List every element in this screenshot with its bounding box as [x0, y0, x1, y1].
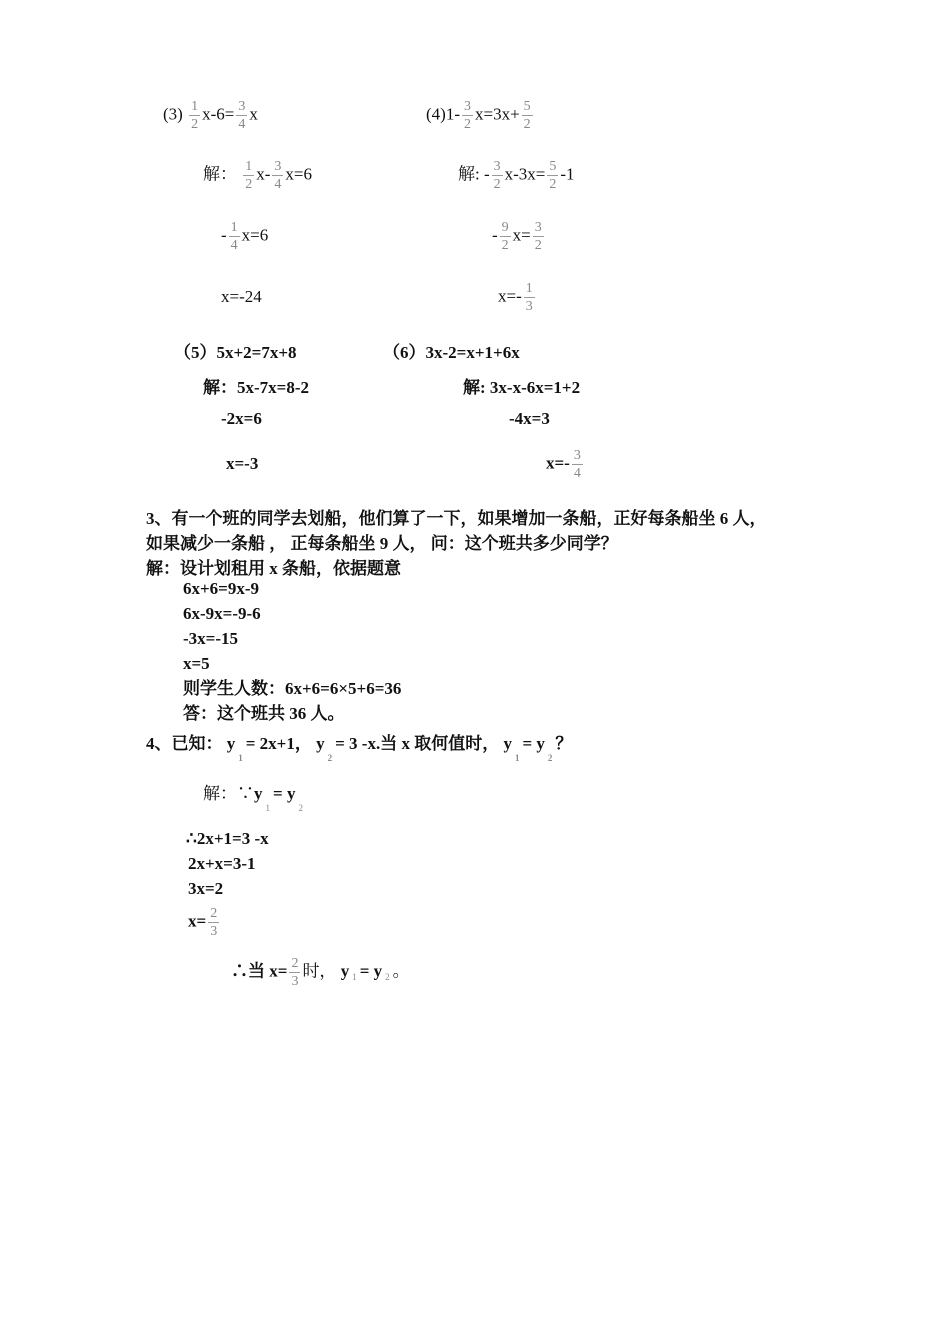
solution-step: 2x+x=3-1	[188, 854, 256, 873]
denominator: 4	[573, 466, 581, 481]
expr-text: (4)1-	[426, 104, 460, 124]
denominator: 2	[523, 117, 531, 132]
numerator: 2	[291, 956, 299, 971]
subscript: 1	[238, 753, 243, 763]
numerator: 3	[573, 448, 581, 463]
denominator: 4	[238, 117, 246, 132]
problem-4-step-1	[458, 158, 575, 193]
fraction	[524, 280, 535, 315]
expr-text: x=-	[546, 453, 570, 473]
problem-4-step-3	[498, 280, 537, 315]
fraction	[492, 158, 503, 193]
problem-5-equation: （5）5x+2=7x+8	[174, 343, 297, 362]
numerator: 2	[210, 906, 218, 921]
problem-3-step-2	[221, 219, 268, 254]
solution-prefix: 解: -	[458, 164, 490, 184]
expr-text: 时，	[302, 961, 337, 981]
problem-3-step-1	[203, 158, 312, 193]
fraction	[189, 98, 200, 133]
subscript: 1	[352, 972, 357, 983]
problem-3-step-3: x=-24	[221, 287, 262, 306]
denominator: 2	[245, 177, 253, 192]
numerator: 1	[525, 281, 533, 296]
solution-step: 则学生人数：6x+6=6×5+6=36	[183, 679, 402, 698]
subscript: 1	[514, 753, 520, 763]
solution-step: 6x-9x=-9-6	[183, 604, 261, 623]
solution-prefix: 解：	[203, 164, 237, 184]
numerator: 1	[230, 220, 238, 235]
expr-text: = 2x+1，	[245, 734, 312, 753]
expr-text: 4、已知：	[146, 734, 223, 753]
expr-text: =	[359, 961, 370, 981]
problem-4-step-2	[492, 219, 546, 254]
fraction	[500, 219, 511, 254]
question-3-line-1: 3、有一个班的同学去划船，他们算了一下，如果增加一条船，正好每条船坐 6 人，	[146, 509, 767, 528]
problem-label: (3)	[163, 104, 183, 124]
fraction	[289, 955, 300, 990]
subscript: 2	[547, 753, 553, 763]
problem-5-step-3: x=-3	[226, 454, 259, 473]
expr-text: x=-	[498, 286, 522, 306]
question-4-solution-start	[203, 779, 306, 813]
expr-text: =	[273, 784, 283, 803]
expr-text: = 3 -x.当 x 取何值时，	[335, 734, 500, 753]
subscript: 1	[265, 803, 270, 813]
question-4-prompt	[146, 729, 573, 763]
expr-text: x=6	[285, 164, 313, 184]
numerator: 3	[463, 99, 471, 114]
fraction	[208, 905, 219, 940]
problem-6-step-3	[546, 447, 585, 482]
problem-4-equation	[426, 98, 535, 133]
variable-y: y	[536, 734, 545, 753]
expr-text: x-	[256, 164, 271, 184]
expr-text: x-6=	[202, 104, 235, 124]
denominator: 4	[274, 177, 282, 192]
numerator: 1	[191, 99, 199, 114]
expr-text: 。	[392, 961, 410, 981]
expr-text: x	[249, 104, 258, 124]
question-3-steps	[183, 576, 401, 726]
problem-6-equation: （6）3x-2=x+1+6x	[383, 343, 520, 362]
variable-y: y	[226, 734, 236, 753]
numerator: 3	[274, 159, 282, 174]
fraction	[572, 447, 583, 482]
variable-y: y	[503, 734, 512, 753]
numerator: 3	[238, 99, 246, 114]
question-4-conclusion	[231, 955, 410, 990]
variable-y: y	[286, 784, 296, 803]
fraction	[229, 219, 240, 254]
numerator: 5	[523, 99, 531, 114]
fraction	[522, 98, 533, 133]
denominator: 2	[191, 117, 199, 132]
expr-text: x=	[188, 911, 207, 931]
expr-text: =	[522, 734, 533, 753]
expr-text: ∴当 x=	[231, 961, 288, 981]
fraction	[462, 98, 473, 133]
variable-y: y	[316, 734, 325, 753]
expr-text: ？	[555, 734, 573, 753]
subscript: 2	[385, 972, 390, 983]
denominator: 2	[501, 238, 509, 253]
problem-6-step-1: 解: 3x-x-6x=1+2	[463, 378, 581, 397]
question-4-steps	[186, 826, 269, 901]
question-3-solution-intro: 解：设计划租用 x 条船，依据题意	[146, 559, 401, 578]
variable-y: y	[254, 784, 263, 803]
denominator: 3	[210, 924, 218, 939]
solution-step: x=5	[183, 654, 210, 673]
expr-text: -	[492, 225, 498, 245]
fraction	[272, 158, 283, 193]
solution-prefix: 解：∵	[203, 784, 254, 803]
expr-text: x-3x=	[504, 164, 546, 184]
numerator: 1	[245, 159, 253, 174]
problem-3-equation	[163, 98, 258, 133]
denominator: 2	[549, 177, 557, 192]
solution-step: 答：这个班共 36 人。	[183, 704, 345, 723]
denominator: 2	[534, 238, 542, 253]
fraction	[236, 98, 247, 133]
denominator: 2	[463, 117, 471, 132]
solution-step: 3x=2	[188, 879, 224, 898]
denominator: 2	[493, 177, 501, 192]
solution-step: ∴2x+1=3 -x	[186, 829, 269, 848]
denominator: 3	[525, 299, 533, 314]
numerator: 5	[549, 159, 557, 174]
problem-5-step-1: 解：5x-7x=8-2	[203, 378, 310, 397]
numerator: 3	[493, 159, 501, 174]
variable-y: y	[340, 961, 350, 981]
solution-step: 6x+6=9x-9	[183, 579, 260, 598]
numerator: 3	[534, 220, 542, 235]
fraction	[547, 158, 558, 193]
expr-text: x=6	[241, 225, 269, 245]
solution-step: -3x=-15	[183, 629, 239, 648]
question-3-line-2: 如果减少一条船 ， 正每条船坐 9 人， 问：这个班共多少同学？	[146, 534, 618, 553]
expr-text: -1	[560, 164, 575, 184]
problem-6-step-2: -4x=3	[509, 409, 550, 428]
denominator: 4	[230, 238, 238, 253]
fraction	[533, 219, 544, 254]
expr-text: -	[221, 225, 227, 245]
question-4-answer	[188, 905, 221, 940]
numerator: 9	[501, 220, 509, 235]
expr-text: x=	[512, 225, 531, 245]
problem-5-step-2: -2x=6	[221, 409, 262, 428]
denominator: 3	[291, 974, 299, 989]
subscript: 2	[327, 753, 333, 763]
expr-text: x=3x+	[474, 104, 520, 124]
fraction	[243, 158, 254, 193]
subscript: 2	[298, 803, 303, 813]
variable-y: y	[373, 961, 383, 981]
